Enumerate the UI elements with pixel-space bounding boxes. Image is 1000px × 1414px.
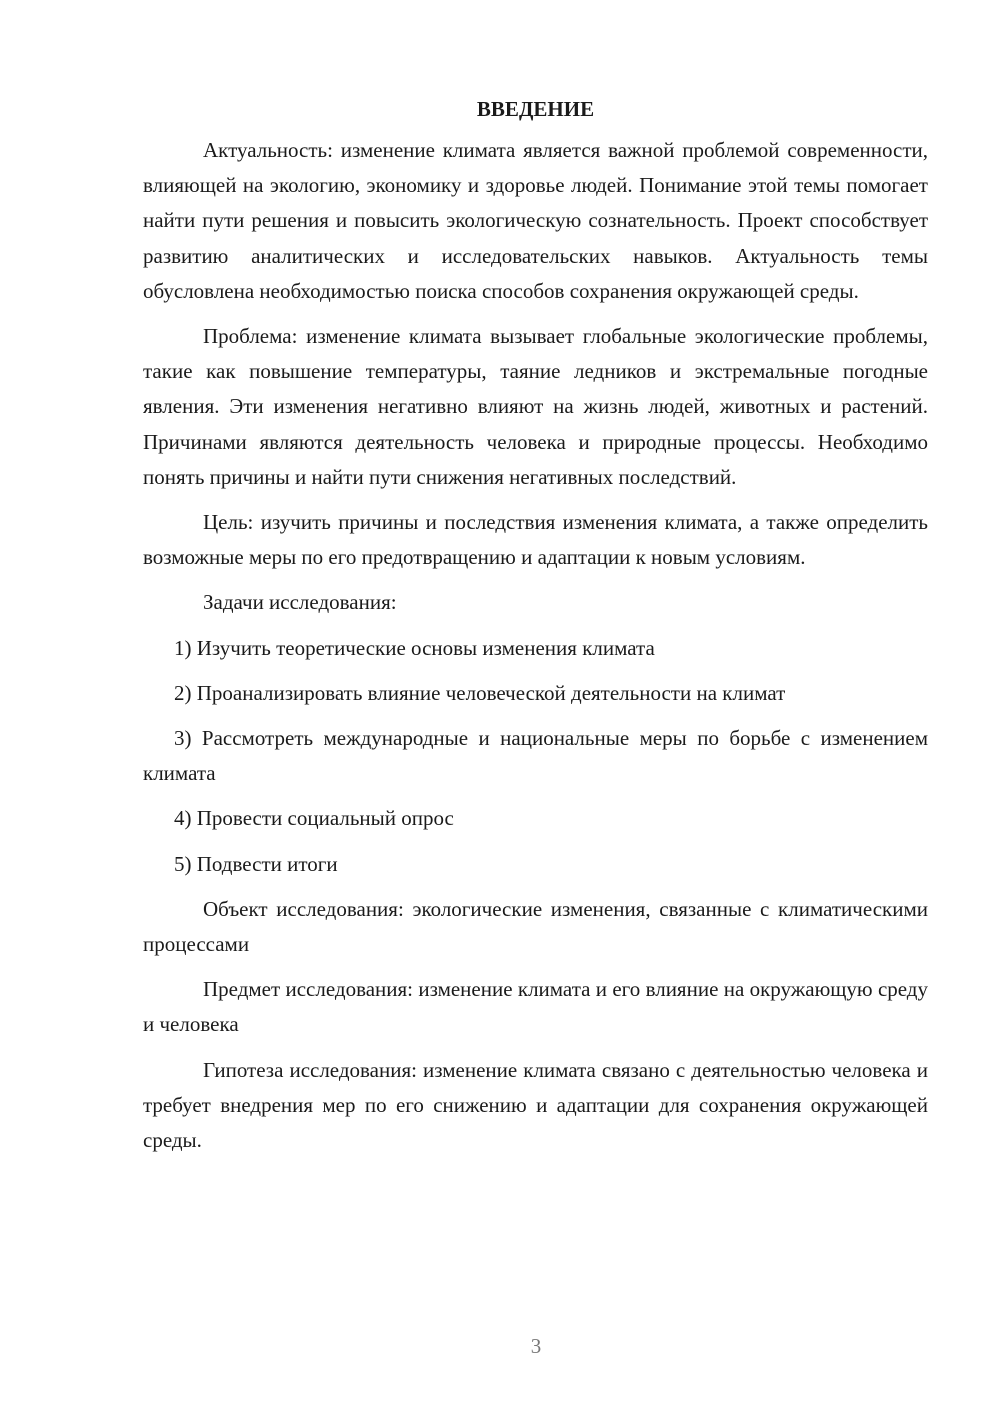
task-item-1: 1) Изучить теоретические основы изменения климата — [174, 635, 655, 660]
page-title: ВВЕДЕНИЕ — [476, 97, 595, 121]
task-item-4: 4) Провести социальный опрос — [174, 806, 454, 831]
relevance-paragraph: Актуальность: изменение климата является важной проблемой современности, влияющей на экологию, экономику и здоровье людей. Понимание этой темы помогает найти пути решения и повысить экологическую сознательность. Проект способствует развитию аналитических и исследовательских навыков. Актуальность темы обусловлена необходимостью поиска способов сохранения окружающей среды. — [143, 138, 928, 303]
tasks-heading: Задачи исследования: — [203, 590, 397, 615]
task-item-2: 2) Проанализировать влияние человеческой деятельности на климат — [174, 680, 786, 705]
page-number: 3 — [530, 1334, 542, 1358]
task-item-5: 5) Подвести итоги — [174, 851, 338, 876]
research-subject-paragraph: Предмет исследования: изменение климата и его влияние на окружающую среду и человека — [143, 977, 928, 1037]
goal-paragraph: Цель: изучить причины и последствия изменения климата, а также определить возможные меры по его предотвращению и адаптации к новым условиям. — [143, 510, 928, 570]
document-page — [143, 92, 928, 1168]
research-object-paragraph: Объект исследования: экологические изменения, связанные с климатическими процессами — [143, 896, 928, 957]
task-item-3: 3) Рассмотреть международные и национальные меры по борьбе с изменением климата — [143, 726, 928, 786]
problem-paragraph: Проблема: изменение климата вызывает глобальные экологические проблемы, такие как повышение температуры, таяние ледников и экстремальные погодные явления. Эти изменения негативно влияют на жизнь людей, животных и растений. Причинами являются деятельность человека и природные процессы. Необходимо понять причины и найти пути снижения негативных последствий. — [143, 324, 928, 489]
research-hypothesis-paragraph: Гипотеза исследования: изменение климата связано с деятельностью человека и требует внедрения мер по его снижению и адаптации для сохранения окружающей среды. — [143, 1057, 928, 1153]
